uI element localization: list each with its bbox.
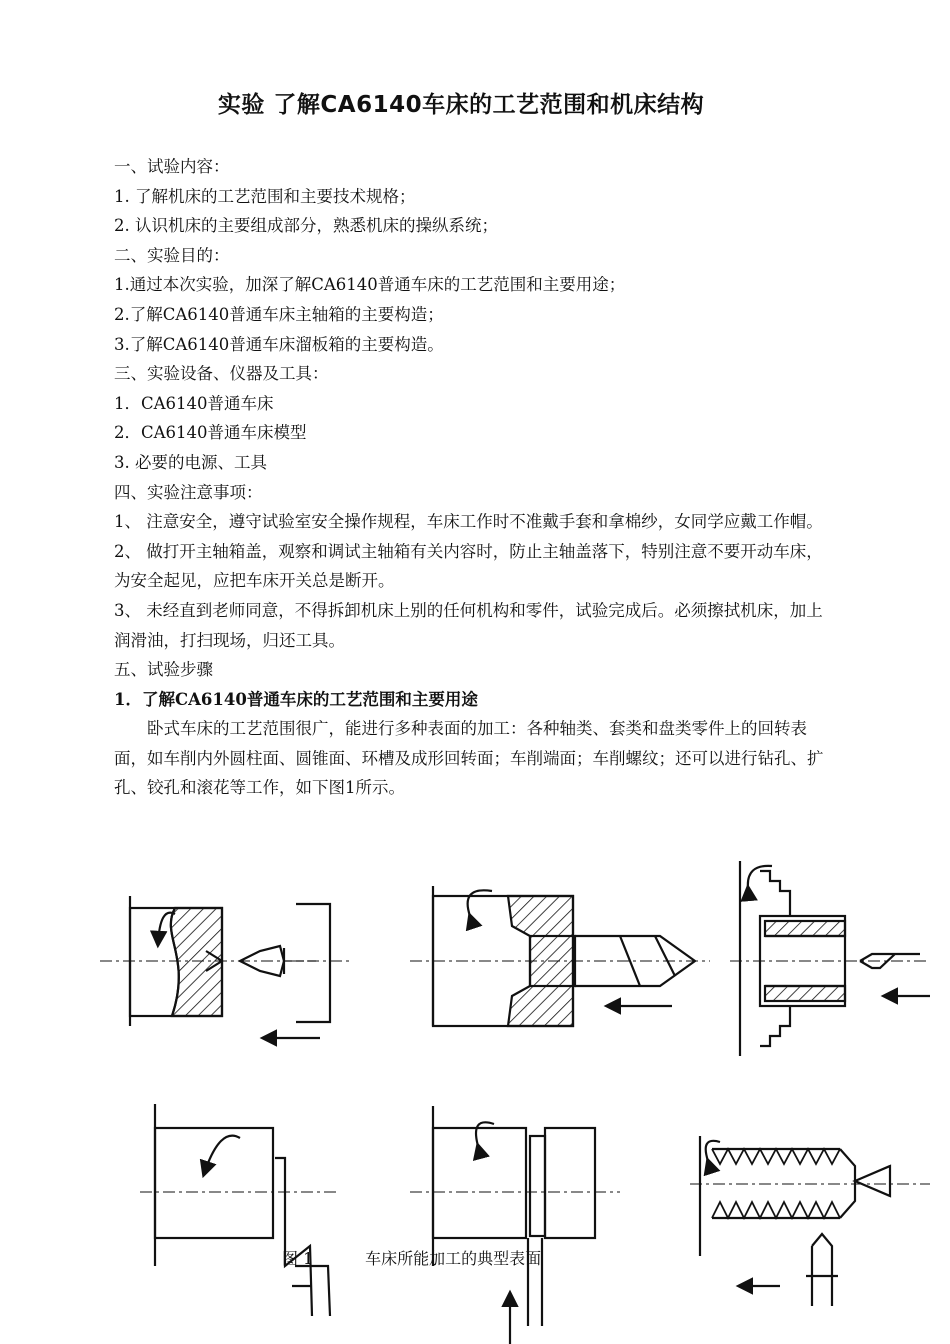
content-item-2: 2. 认识机床的主要组成部分，熟悉机床的操纵系统； xyxy=(114,216,498,236)
note-item-1: 1、 注意安全，遵守试验室安全操作规程，车床工作时不准戴手套和拿棉纱，女同学应戴工作帽。 xyxy=(114,512,823,532)
operation-drawing-6 xyxy=(690,1136,930,1306)
section-heading-notes: 四、实验注意事项： xyxy=(114,482,263,502)
operation-drawing-5 xyxy=(410,1106,620,1344)
purpose-item-1: 1.通过本次实验，加深了解CA6140普通车床的工艺范围和主要用途； xyxy=(114,275,626,295)
purpose-item-3: 3.了解CA6140普通车床溜板箱的主要构造。 xyxy=(114,334,444,354)
section-heading-steps: 五、试验步骤 xyxy=(114,660,213,680)
step1-heading: 1．了解CA6140普通车床的工艺范围和主要用途 xyxy=(114,689,478,709)
operation-drawing-3 xyxy=(730,861,930,1056)
figure-caption xyxy=(282,1246,541,1269)
note-item-2: 2、 做打开主轴箱盖，观察和调试主轴箱有关内容时，防止主轴盖落下，特别注意不要开动车床，为安全起见，应把车床开关总是断开。 xyxy=(114,541,823,591)
document-body xyxy=(114,152,838,803)
document-title: 实验 了解CA6140车床的工艺范围和机床结构 xyxy=(217,92,705,118)
lathe-operations-drawing xyxy=(100,846,930,1344)
content-item-1: 1. 了解机床的工艺范围和主要技术规格； xyxy=(114,186,416,206)
equipment-item-3: 3. 必要的电源、工具 xyxy=(114,452,267,472)
operation-drawing-1 xyxy=(100,896,350,1038)
section-heading-equipment: 三、实验设备、仪器及工具： xyxy=(114,364,329,384)
section-heading-content: 一、试验内容： xyxy=(114,157,230,176)
equipment-item-1: 1．CA6140普通车床 xyxy=(114,393,274,413)
note-item-3: 3、 未经直到老师同意，不得拆卸机床上别的任何机构和零件，试验完成后。必须擦拭机床，加上润滑油，打扫现场，归还工具。 xyxy=(114,600,823,650)
lathe-operations-figure xyxy=(100,846,930,1344)
operation-drawing-2 xyxy=(410,886,710,1026)
purpose-item-2: 2.了解CA6140普通车床主轴箱的主要构造； xyxy=(114,304,444,324)
figure-caption-label: 图 1 xyxy=(282,1249,314,1268)
equipment-item-2: 2．CA6140普通车床模型 xyxy=(114,423,307,443)
figure-caption-text: 车床所能加工的典型表面 xyxy=(365,1249,542,1268)
section-heading-purpose: 二、实验目的： xyxy=(114,245,230,265)
operation-drawing-4 xyxy=(140,1104,340,1316)
step1-paragraph: 卧式车床的工艺范围很广，能进行多种表面的加工：各种轴类、套类和盘类零件上的回转表面，如车削内外圆柱面、圆锥面、环槽及成形回转面；车削端面；车削螺纹；还可以进行钻孔、扩孔、铰孔和滚花等工作，如下图1所示。 xyxy=(114,719,824,798)
